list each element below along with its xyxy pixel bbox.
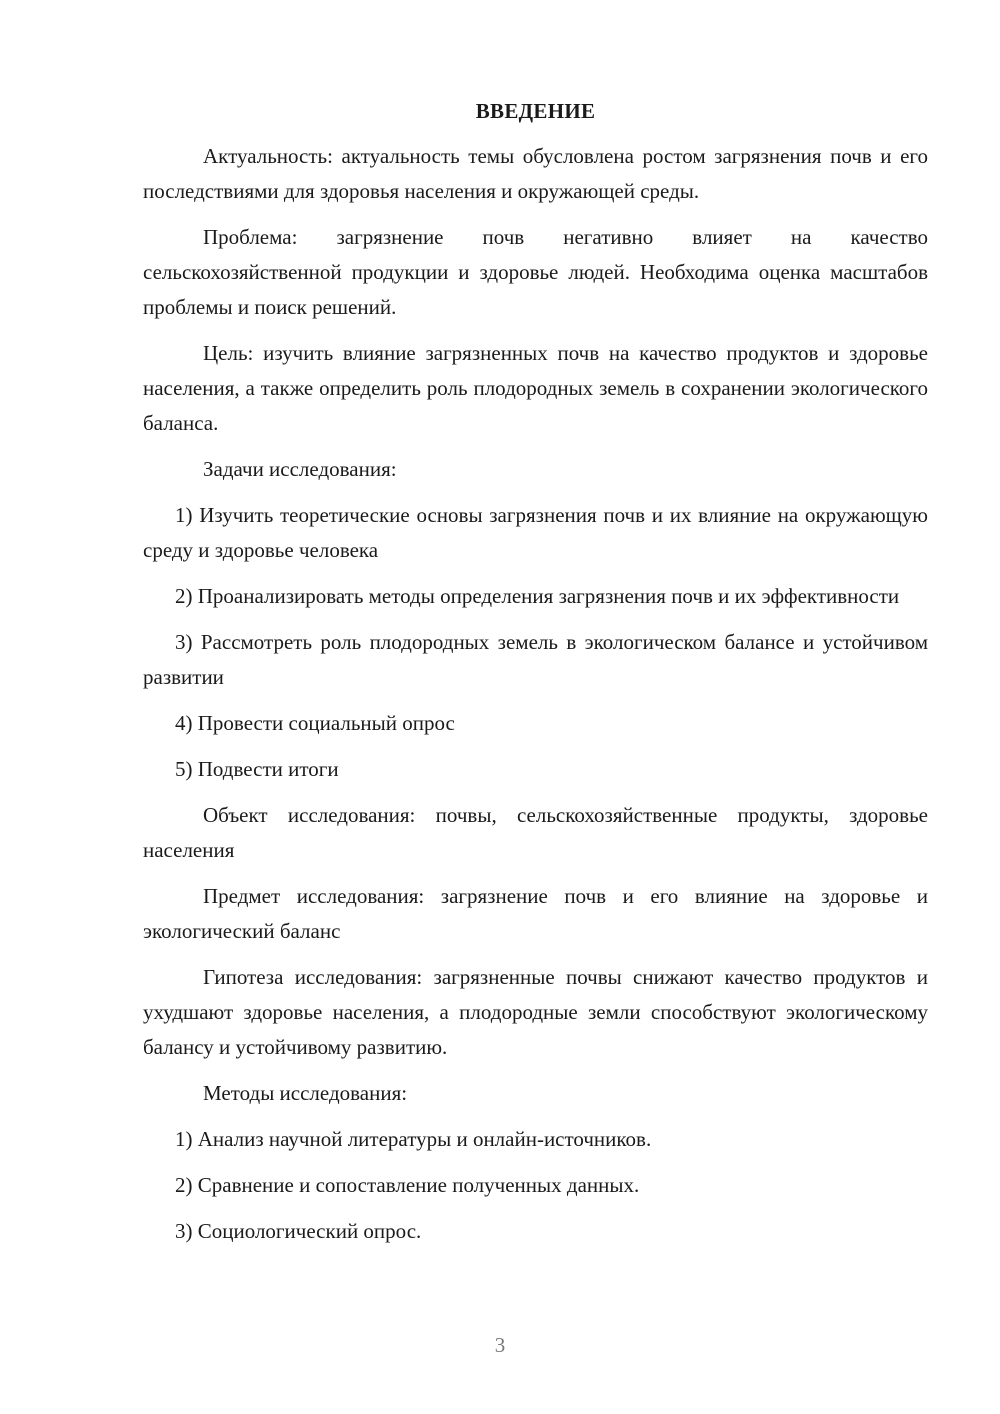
document-page bbox=[143, 94, 928, 1260]
paragraph-subject: Предмет исследования: загрязнение почв и его влияние на здоровье и экологический баланс bbox=[143, 884, 928, 943]
page-number: 3 bbox=[494, 1333, 506, 1357]
method-item: 1) Анализ научной литературы и онлайн-источников. bbox=[175, 1127, 652, 1151]
section-title: ВВЕДЕНИЕ bbox=[475, 99, 596, 123]
task-item: 2) Проанализировать методы определения загрязнения почв и их эффективности bbox=[175, 584, 900, 608]
paragraph-object: Объект исследования: почвы, сельскохозяйственные продукты, здоровье населения bbox=[143, 803, 928, 862]
method-item: 3) Социологический опрос. bbox=[175, 1219, 422, 1243]
method-item: 2) Сравнение и сопоставление полученных данных. bbox=[175, 1173, 640, 1197]
task-item: 1) Изучить теоретические основы загрязнения почв и их влияние на окружающую среду и здоровье человека bbox=[143, 503, 928, 562]
tasks-heading: Задачи исследования: bbox=[203, 457, 397, 481]
task-item: 4) Провести социальный опрос bbox=[175, 711, 455, 735]
task-item: 5) Подвести итоги bbox=[175, 757, 339, 781]
paragraph-problem: Проблема: загрязнение почв негативно влияет на качество сельскохозяйственной продукции и здоровье людей. Необходима оценка масштабов проблемы и поиск решений. bbox=[143, 225, 928, 319]
paragraph-hypothesis: Гипотеза исследования: загрязненные почвы снижают качество продуктов и ухудшают здоровье населения, а плодородные земли способствуют экологическому балансу и устойчивому развитию. bbox=[143, 965, 928, 1059]
paragraph-relevance: Актуальность: актуальность темы обусловлена ростом загрязнения почв и его последствиями для здоровья населения и окружающей среды. bbox=[143, 144, 928, 203]
paragraph-goal: Цель: изучить влияние загрязненных почв на качество продуктов и здоровье населения, а также определить роль плодородных земель в сохранении экологического баланса. bbox=[143, 341, 928, 435]
task-item: 3) Рассмотреть роль плодородных земель в экологическом балансе и устойчивом развитии bbox=[143, 630, 928, 689]
methods-heading: Методы исследования: bbox=[203, 1081, 408, 1105]
